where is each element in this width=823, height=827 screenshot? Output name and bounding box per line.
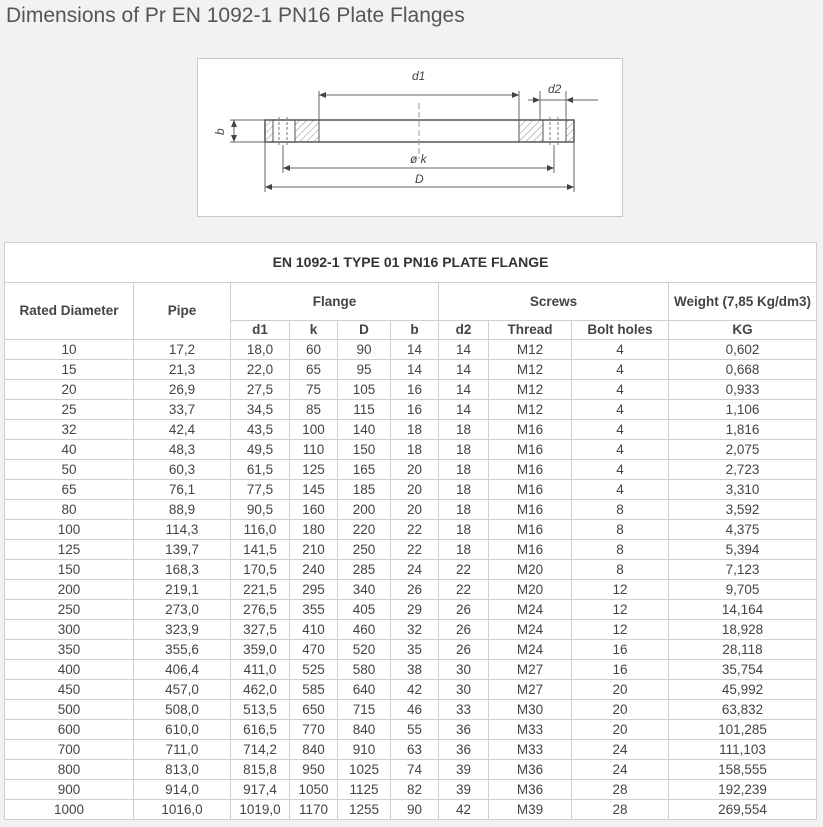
cell-rated-diameter: 15 bbox=[5, 360, 134, 380]
cell-rated-diameter: 40 bbox=[5, 440, 134, 460]
cell-b: 16 bbox=[391, 400, 439, 420]
cell-weight-kg: 5,394 bbox=[669, 540, 817, 560]
cell-bolt-holes: 4 bbox=[572, 420, 669, 440]
header-flange: Flange bbox=[231, 283, 439, 321]
cell-d2: 22 bbox=[439, 580, 489, 600]
cell-d1: 18,0 bbox=[231, 340, 290, 360]
cell-d2: 18 bbox=[439, 420, 489, 440]
cell-pipe: 813,0 bbox=[134, 760, 231, 780]
table-row bbox=[5, 640, 817, 660]
cell-D: 200 bbox=[338, 500, 391, 520]
cell-d1: 170,5 bbox=[231, 560, 290, 580]
cell-weight-kg: 1,106 bbox=[669, 400, 817, 420]
cell-bolt-holes: 20 bbox=[572, 680, 669, 700]
table-row bbox=[5, 500, 817, 520]
table-row bbox=[5, 600, 817, 620]
cell-thread: M20 bbox=[489, 560, 572, 580]
table-body bbox=[5, 340, 817, 820]
cell-d2: 42 bbox=[439, 800, 489, 820]
cell-thread: M12 bbox=[489, 380, 572, 400]
cell-b: 24 bbox=[391, 560, 439, 580]
table-row bbox=[5, 740, 817, 760]
cell-rated-diameter: 250 bbox=[5, 600, 134, 620]
cell-d1: 27,5 bbox=[231, 380, 290, 400]
cell-D: 715 bbox=[338, 700, 391, 720]
cell-rated-diameter: 50 bbox=[5, 460, 134, 480]
cell-d2: 14 bbox=[439, 400, 489, 420]
cell-D: 105 bbox=[338, 380, 391, 400]
cell-pipe: 355,6 bbox=[134, 640, 231, 660]
header-bolt-holes: Bolt holes bbox=[572, 321, 669, 340]
cell-weight-kg: 0,933 bbox=[669, 380, 817, 400]
cell-pipe: 610,0 bbox=[134, 720, 231, 740]
cell-rated-diameter: 350 bbox=[5, 640, 134, 660]
cell-b: 14 bbox=[391, 360, 439, 380]
table-row bbox=[5, 660, 817, 680]
cell-weight-kg: 269,554 bbox=[669, 800, 817, 820]
cell-k: 585 bbox=[290, 680, 338, 700]
cell-D: 115 bbox=[338, 400, 391, 420]
cell-d2: 18 bbox=[439, 440, 489, 460]
cell-b: 42 bbox=[391, 680, 439, 700]
cell-pipe: 457,0 bbox=[134, 680, 231, 700]
cell-rated-diameter: 65 bbox=[5, 480, 134, 500]
cell-thread: M20 bbox=[489, 580, 572, 600]
cell-D: 405 bbox=[338, 600, 391, 620]
cell-pipe: 508,0 bbox=[134, 700, 231, 720]
cell-d1: 61,5 bbox=[231, 460, 290, 480]
cell-weight-kg: 3,310 bbox=[669, 480, 817, 500]
cell-bolt-holes: 8 bbox=[572, 560, 669, 580]
cell-bolt-holes: 4 bbox=[572, 360, 669, 380]
cell-k: 145 bbox=[290, 480, 338, 500]
cell-rated-diameter: 150 bbox=[5, 560, 134, 580]
cell-weight-kg: 14,164 bbox=[669, 600, 817, 620]
table-row bbox=[5, 680, 817, 700]
cell-d1: 616,5 bbox=[231, 720, 290, 740]
table-row bbox=[5, 540, 817, 560]
label-d2: d2 bbox=[548, 82, 562, 96]
header-D: D bbox=[338, 321, 391, 340]
cell-rated-diameter: 100 bbox=[5, 520, 134, 540]
table-row bbox=[5, 340, 817, 360]
cell-k: 110 bbox=[290, 440, 338, 460]
cell-weight-kg: 63,832 bbox=[669, 700, 817, 720]
cell-thread: M33 bbox=[489, 720, 572, 740]
cell-d2: 36 bbox=[439, 740, 489, 760]
cell-rated-diameter: 500 bbox=[5, 700, 134, 720]
cell-pipe: 26,9 bbox=[134, 380, 231, 400]
table-row bbox=[5, 780, 817, 800]
cell-rated-diameter: 450 bbox=[5, 680, 134, 700]
cell-weight-kg: 1,816 bbox=[669, 420, 817, 440]
flange-drawing bbox=[198, 59, 624, 218]
cell-weight-kg: 101,285 bbox=[669, 720, 817, 740]
cell-pipe: 17,2 bbox=[134, 340, 231, 360]
cell-d2: 39 bbox=[439, 760, 489, 780]
cell-rated-diameter: 200 bbox=[5, 580, 134, 600]
cell-thread: M24 bbox=[489, 640, 572, 660]
table-row bbox=[5, 560, 817, 580]
cell-pipe: 1016,0 bbox=[134, 800, 231, 820]
cell-bolt-holes: 28 bbox=[572, 800, 669, 820]
cell-thread: M27 bbox=[489, 680, 572, 700]
cell-k: 950 bbox=[290, 760, 338, 780]
cell-weight-kg: 35,754 bbox=[669, 660, 817, 680]
table-row bbox=[5, 760, 817, 780]
cell-d2: 18 bbox=[439, 460, 489, 480]
cell-d1: 513,5 bbox=[231, 700, 290, 720]
cell-weight-kg: 9,705 bbox=[669, 580, 817, 600]
cell-pipe: 33,7 bbox=[134, 400, 231, 420]
label-D: D bbox=[415, 172, 424, 186]
cell-bolt-holes: 12 bbox=[572, 580, 669, 600]
cell-bolt-holes: 4 bbox=[572, 440, 669, 460]
cell-d2: 14 bbox=[439, 360, 489, 380]
cell-d1: 43,5 bbox=[231, 420, 290, 440]
table-row bbox=[5, 420, 817, 440]
cell-thread: M33 bbox=[489, 740, 572, 760]
cell-d2: 18 bbox=[439, 500, 489, 520]
cell-b: 14 bbox=[391, 340, 439, 360]
cell-thread: M16 bbox=[489, 520, 572, 540]
cell-d1: 116,0 bbox=[231, 520, 290, 540]
cell-k: 180 bbox=[290, 520, 338, 540]
cell-b: 74 bbox=[391, 760, 439, 780]
cell-b: 55 bbox=[391, 720, 439, 740]
cell-D: 165 bbox=[338, 460, 391, 480]
cell-rated-diameter: 125 bbox=[5, 540, 134, 560]
cell-weight-kg: 0,602 bbox=[669, 340, 817, 360]
cell-d2: 18 bbox=[439, 520, 489, 540]
cell-k: 470 bbox=[290, 640, 338, 660]
cell-d2: 14 bbox=[439, 340, 489, 360]
cell-D: 840 bbox=[338, 720, 391, 740]
cell-D: 250 bbox=[338, 540, 391, 560]
header-k: k bbox=[290, 321, 338, 340]
cell-D: 285 bbox=[338, 560, 391, 580]
cell-weight-kg: 192,239 bbox=[669, 780, 817, 800]
cell-d1: 22,0 bbox=[231, 360, 290, 380]
cell-rated-diameter: 300 bbox=[5, 620, 134, 640]
cell-d1: 1019,0 bbox=[231, 800, 290, 820]
cell-d1: 77,5 bbox=[231, 480, 290, 500]
cell-D: 95 bbox=[338, 360, 391, 380]
cell-D: 1255 bbox=[338, 800, 391, 820]
cell-d1: 49,5 bbox=[231, 440, 290, 460]
cell-b: 18 bbox=[391, 420, 439, 440]
cell-thread: M12 bbox=[489, 360, 572, 380]
cell-d1: 462,0 bbox=[231, 680, 290, 700]
cell-bolt-holes: 20 bbox=[572, 700, 669, 720]
cell-d2: 14 bbox=[439, 380, 489, 400]
cell-pipe: 168,3 bbox=[134, 560, 231, 580]
cell-weight-kg: 28,118 bbox=[669, 640, 817, 660]
cell-b: 20 bbox=[391, 500, 439, 520]
cell-b: 16 bbox=[391, 380, 439, 400]
cell-k: 650 bbox=[290, 700, 338, 720]
cell-rated-diameter: 32 bbox=[5, 420, 134, 440]
cell-thread: M36 bbox=[489, 760, 572, 780]
header-weight: Weight (7,85 Kg/dm3) bbox=[669, 283, 817, 321]
cell-k: 840 bbox=[290, 740, 338, 760]
cell-rated-diameter: 700 bbox=[5, 740, 134, 760]
cell-D: 640 bbox=[338, 680, 391, 700]
cell-b: 22 bbox=[391, 520, 439, 540]
cell-d1: 917,4 bbox=[231, 780, 290, 800]
page-title: Dimensions of Pr EN 1092-1 PN16 Plate Flanges bbox=[6, 4, 465, 27]
cell-D: 90 bbox=[338, 340, 391, 360]
table-row bbox=[5, 800, 817, 820]
cell-b: 26 bbox=[391, 580, 439, 600]
cell-rated-diameter: 400 bbox=[5, 660, 134, 680]
cell-weight-kg: 18,928 bbox=[669, 620, 817, 640]
cell-k: 1170 bbox=[290, 800, 338, 820]
cell-k: 770 bbox=[290, 720, 338, 740]
table-caption: EN 1092-1 TYPE 01 PN16 PLATE FLANGE bbox=[5, 243, 817, 283]
cell-D: 220 bbox=[338, 520, 391, 540]
cell-d2: 26 bbox=[439, 600, 489, 620]
header-b: b bbox=[391, 321, 439, 340]
cell-D: 1125 bbox=[338, 780, 391, 800]
cell-pipe: 914,0 bbox=[134, 780, 231, 800]
cell-D: 140 bbox=[338, 420, 391, 440]
cell-b: 63 bbox=[391, 740, 439, 760]
cell-k: 295 bbox=[290, 580, 338, 600]
cell-pipe: 323,9 bbox=[134, 620, 231, 640]
cell-thread: M16 bbox=[489, 460, 572, 480]
cell-bolt-holes: 12 bbox=[572, 620, 669, 640]
table-row bbox=[5, 480, 817, 500]
cell-k: 75 bbox=[290, 380, 338, 400]
cell-bolt-holes: 8 bbox=[572, 540, 669, 560]
cell-b: 20 bbox=[391, 480, 439, 500]
cell-weight-kg: 7,123 bbox=[669, 560, 817, 580]
cell-d2: 18 bbox=[439, 540, 489, 560]
cell-pipe: 48,3 bbox=[134, 440, 231, 460]
header-d1: d1 bbox=[231, 321, 290, 340]
cell-d2: 26 bbox=[439, 640, 489, 660]
cell-rated-diameter: 25 bbox=[5, 400, 134, 420]
table-row bbox=[5, 460, 817, 480]
cell-k: 355 bbox=[290, 600, 338, 620]
cell-d2: 30 bbox=[439, 660, 489, 680]
cell-thread: M30 bbox=[489, 700, 572, 720]
header-screws: Screws bbox=[439, 283, 669, 321]
cell-k: 125 bbox=[290, 460, 338, 480]
table-row bbox=[5, 440, 817, 460]
cell-d1: 815,8 bbox=[231, 760, 290, 780]
cell-D: 520 bbox=[338, 640, 391, 660]
cell-d1: 90,5 bbox=[231, 500, 290, 520]
cell-bolt-holes: 28 bbox=[572, 780, 669, 800]
cell-pipe: 60,3 bbox=[134, 460, 231, 480]
cell-weight-kg: 3,592 bbox=[669, 500, 817, 520]
cell-k: 65 bbox=[290, 360, 338, 380]
cell-d2: 22 bbox=[439, 560, 489, 580]
cell-k: 1050 bbox=[290, 780, 338, 800]
cell-bolt-holes: 4 bbox=[572, 380, 669, 400]
cell-weight-kg: 4,375 bbox=[669, 520, 817, 540]
cell-weight-kg: 0,668 bbox=[669, 360, 817, 380]
cell-d2: 30 bbox=[439, 680, 489, 700]
cell-thread: M27 bbox=[489, 660, 572, 680]
cell-weight-kg: 45,992 bbox=[669, 680, 817, 700]
cell-bolt-holes: 8 bbox=[572, 520, 669, 540]
cell-weight-kg: 2,075 bbox=[669, 440, 817, 460]
table-row bbox=[5, 520, 817, 540]
cell-thread: M36 bbox=[489, 780, 572, 800]
cell-thread: M16 bbox=[489, 540, 572, 560]
cell-D: 910 bbox=[338, 740, 391, 760]
cell-thread: M39 bbox=[489, 800, 572, 820]
cell-thread: M16 bbox=[489, 420, 572, 440]
cell-D: 340 bbox=[338, 580, 391, 600]
cell-thread: M24 bbox=[489, 600, 572, 620]
cell-pipe: 273,0 bbox=[134, 600, 231, 620]
cell-D: 580 bbox=[338, 660, 391, 680]
header-kg: KG bbox=[669, 321, 817, 340]
cell-bolt-holes: 16 bbox=[572, 660, 669, 680]
cell-d1: 411,0 bbox=[231, 660, 290, 680]
cell-weight-kg: 158,555 bbox=[669, 760, 817, 780]
cell-k: 240 bbox=[290, 560, 338, 580]
table-row bbox=[5, 700, 817, 720]
cell-k: 100 bbox=[290, 420, 338, 440]
cell-bolt-holes: 4 bbox=[572, 460, 669, 480]
cell-d1: 327,5 bbox=[231, 620, 290, 640]
cell-thread: M16 bbox=[489, 500, 572, 520]
cell-thread: M12 bbox=[489, 340, 572, 360]
cell-weight-kg: 111,103 bbox=[669, 740, 817, 760]
cell-d1: 34,5 bbox=[231, 400, 290, 420]
cell-b: 20 bbox=[391, 460, 439, 480]
cell-bolt-holes: 24 bbox=[572, 740, 669, 760]
flange-spec-table bbox=[4, 242, 817, 820]
cell-d1: 221,5 bbox=[231, 580, 290, 600]
cell-rated-diameter: 80 bbox=[5, 500, 134, 520]
cell-D: 1025 bbox=[338, 760, 391, 780]
cell-k: 160 bbox=[290, 500, 338, 520]
cell-pipe: 76,1 bbox=[134, 480, 231, 500]
cell-d2: 26 bbox=[439, 620, 489, 640]
cell-rated-diameter: 10 bbox=[5, 340, 134, 360]
cell-d1: 714,2 bbox=[231, 740, 290, 760]
cell-b: 38 bbox=[391, 660, 439, 680]
cell-bolt-holes: 4 bbox=[572, 480, 669, 500]
cell-k: 525 bbox=[290, 660, 338, 680]
cell-pipe: 88,9 bbox=[134, 500, 231, 520]
header-pipe: Pipe bbox=[134, 283, 231, 340]
header-d2: d2 bbox=[439, 321, 489, 340]
cell-pipe: 406,4 bbox=[134, 660, 231, 680]
cell-b: 22 bbox=[391, 540, 439, 560]
cell-d1: 359,0 bbox=[231, 640, 290, 660]
cell-weight-kg: 2,723 bbox=[669, 460, 817, 480]
cell-k: 410 bbox=[290, 620, 338, 640]
cell-d2: 36 bbox=[439, 720, 489, 740]
cell-b: 82 bbox=[391, 780, 439, 800]
cell-d1: 141,5 bbox=[231, 540, 290, 560]
cell-thread: M24 bbox=[489, 620, 572, 640]
cell-rated-diameter: 800 bbox=[5, 760, 134, 780]
cell-D: 150 bbox=[338, 440, 391, 460]
table-row bbox=[5, 720, 817, 740]
cell-d2: 33 bbox=[439, 700, 489, 720]
table-row bbox=[5, 360, 817, 380]
cell-b: 29 bbox=[391, 600, 439, 620]
cell-rated-diameter: 20 bbox=[5, 380, 134, 400]
cell-bolt-holes: 24 bbox=[572, 760, 669, 780]
cell-bolt-holes: 8 bbox=[572, 500, 669, 520]
cell-rated-diameter: 900 bbox=[5, 780, 134, 800]
cell-thread: M16 bbox=[489, 480, 572, 500]
cell-b: 18 bbox=[391, 440, 439, 460]
cell-bolt-holes: 4 bbox=[572, 400, 669, 420]
cell-pipe: 21,3 bbox=[134, 360, 231, 380]
table-row bbox=[5, 380, 817, 400]
cell-thread: M12 bbox=[489, 400, 572, 420]
cell-pipe: 219,1 bbox=[134, 580, 231, 600]
cell-D: 185 bbox=[338, 480, 391, 500]
header-thread: Thread bbox=[489, 321, 572, 340]
table-row bbox=[5, 400, 817, 420]
cell-d2: 39 bbox=[439, 780, 489, 800]
cell-bolt-holes: 20 bbox=[572, 720, 669, 740]
cell-bolt-holes: 16 bbox=[572, 640, 669, 660]
cell-b: 35 bbox=[391, 640, 439, 660]
cell-D: 460 bbox=[338, 620, 391, 640]
cell-bolt-holes: 4 bbox=[572, 340, 669, 360]
cell-k: 210 bbox=[290, 540, 338, 560]
label-k: ø k bbox=[410, 152, 427, 166]
cell-k: 60 bbox=[290, 340, 338, 360]
cell-b: 90 bbox=[391, 800, 439, 820]
label-d1: d1 bbox=[412, 69, 426, 83]
cell-k: 85 bbox=[290, 400, 338, 420]
table-row bbox=[5, 580, 817, 600]
cell-rated-diameter: 1000 bbox=[5, 800, 134, 820]
cell-thread: M16 bbox=[489, 440, 572, 460]
cell-bolt-holes: 12 bbox=[572, 600, 669, 620]
cell-pipe: 42,4 bbox=[134, 420, 231, 440]
cell-rated-diameter: 600 bbox=[5, 720, 134, 740]
cell-b: 32 bbox=[391, 620, 439, 640]
table-row bbox=[5, 620, 817, 640]
cell-pipe: 711,0 bbox=[134, 740, 231, 760]
cell-pipe: 139,7 bbox=[134, 540, 231, 560]
flange-diagram bbox=[197, 58, 623, 217]
label-b: b bbox=[213, 128, 227, 135]
header-rated-diameter: Rated Diameter bbox=[5, 283, 134, 340]
cell-d1: 276,5 bbox=[231, 600, 290, 620]
cell-d2: 18 bbox=[439, 480, 489, 500]
cell-pipe: 114,3 bbox=[134, 520, 231, 540]
cell-b: 46 bbox=[391, 700, 439, 720]
